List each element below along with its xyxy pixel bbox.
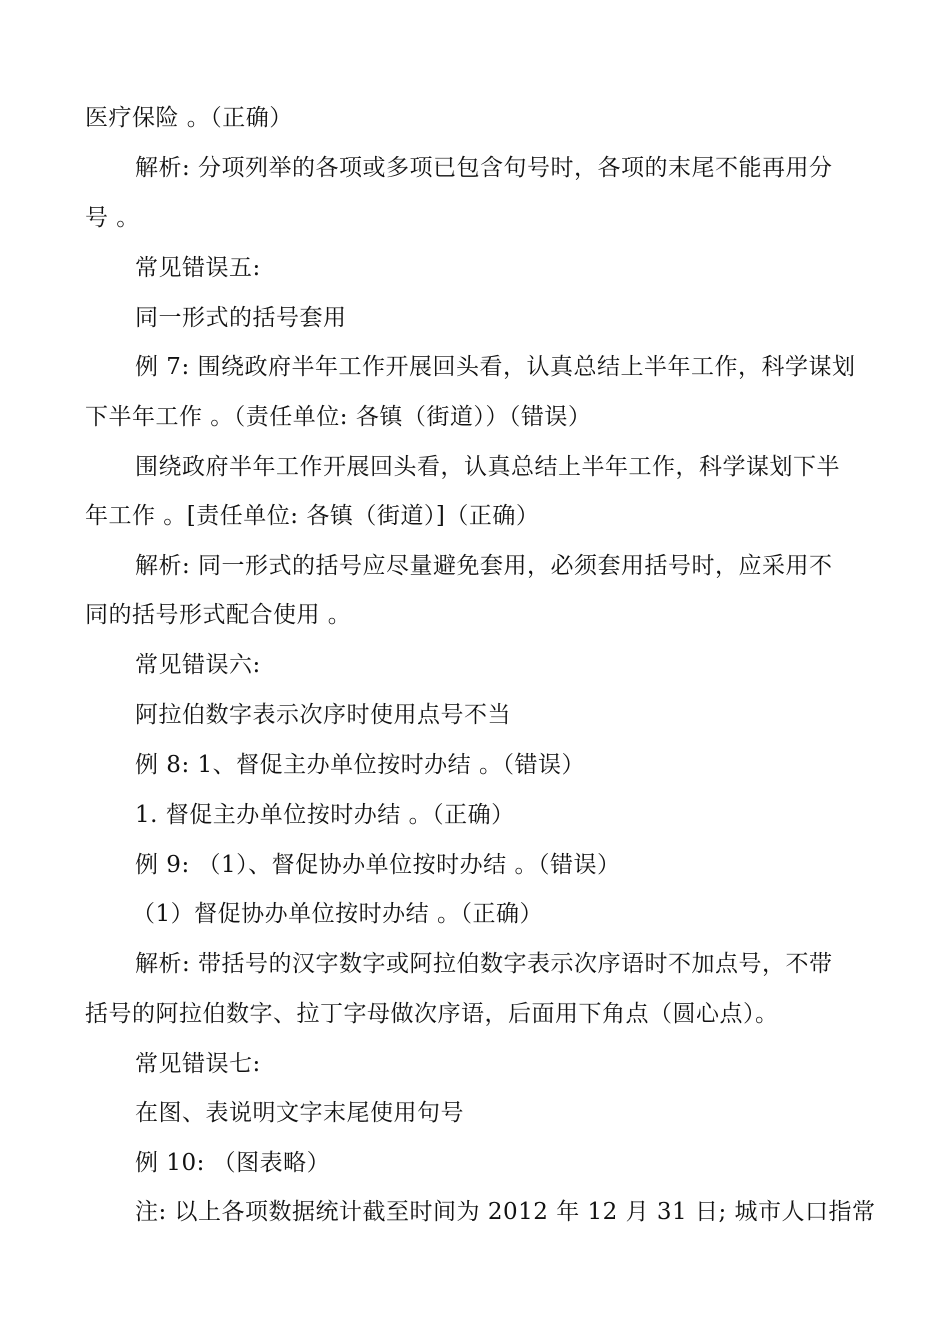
text-line: 同一形式的括号套用	[135, 305, 347, 331]
text-line: 医疗保险 。（正确）	[85, 105, 293, 131]
text-line: 在图、表说明文字末尾使用句号	[135, 1100, 464, 1126]
section-heading: 常见错误七:	[135, 1051, 261, 1077]
text-line: 年工作 。[责任单位: 各镇（街道）]（正确）	[85, 503, 540, 529]
text-line: 例 9: （1）、督促协办单位按时办结 。（错误）	[135, 852, 621, 878]
text-line: 围绕政府半年工作开展回头看，认真总结上半年工作，科学谋划下半	[135, 454, 840, 480]
text-line: 同的括号形式配合使用 。	[85, 602, 352, 628]
text-line: （1）督促协办单位按时办结 。（正确）	[132, 901, 543, 927]
text-line: 解析: 同一形式的括号应尽量避免套用，必须套用括号时，应采用不	[135, 553, 833, 579]
section-heading: 常见错误六:	[135, 652, 261, 678]
section-heading: 常见错误五:	[135, 255, 261, 281]
text-line: 号 。	[85, 205, 140, 231]
text-line: 例 10: （图表略）	[135, 1150, 331, 1176]
text-line: 解析: 分项列举的各项或多项已包含句号时，各项的末尾不能再用分	[135, 155, 833, 181]
text-line: 下半年工作 。（责任单位: 各镇（街道））（错误）	[85, 404, 592, 430]
text-line: 阿拉伯数字表示次序时使用点号不当	[135, 702, 511, 728]
text-line: 例 7: 围绕政府半年工作开展回头看，认真总结上半年工作，科学谋划	[135, 354, 856, 380]
text-line: 注: 以上各项数据统计截至时间为 2012 年 12 月 31 日; 城市人口指常	[135, 1199, 876, 1225]
text-line: 括号的阿拉伯数字、拉丁字母做次序语，后面用下角点（圆心点）。	[85, 1001, 779, 1027]
text-line: 例 8: 1、督促主办单位按时办结 。（错误）	[135, 752, 585, 778]
text-line: 解析: 带括号的汉字数字或阿拉伯数字表示次序语时不加点号，不带	[135, 951, 833, 977]
text-line: 1. 督促主办单位按时办结 。（正确）	[135, 802, 515, 828]
